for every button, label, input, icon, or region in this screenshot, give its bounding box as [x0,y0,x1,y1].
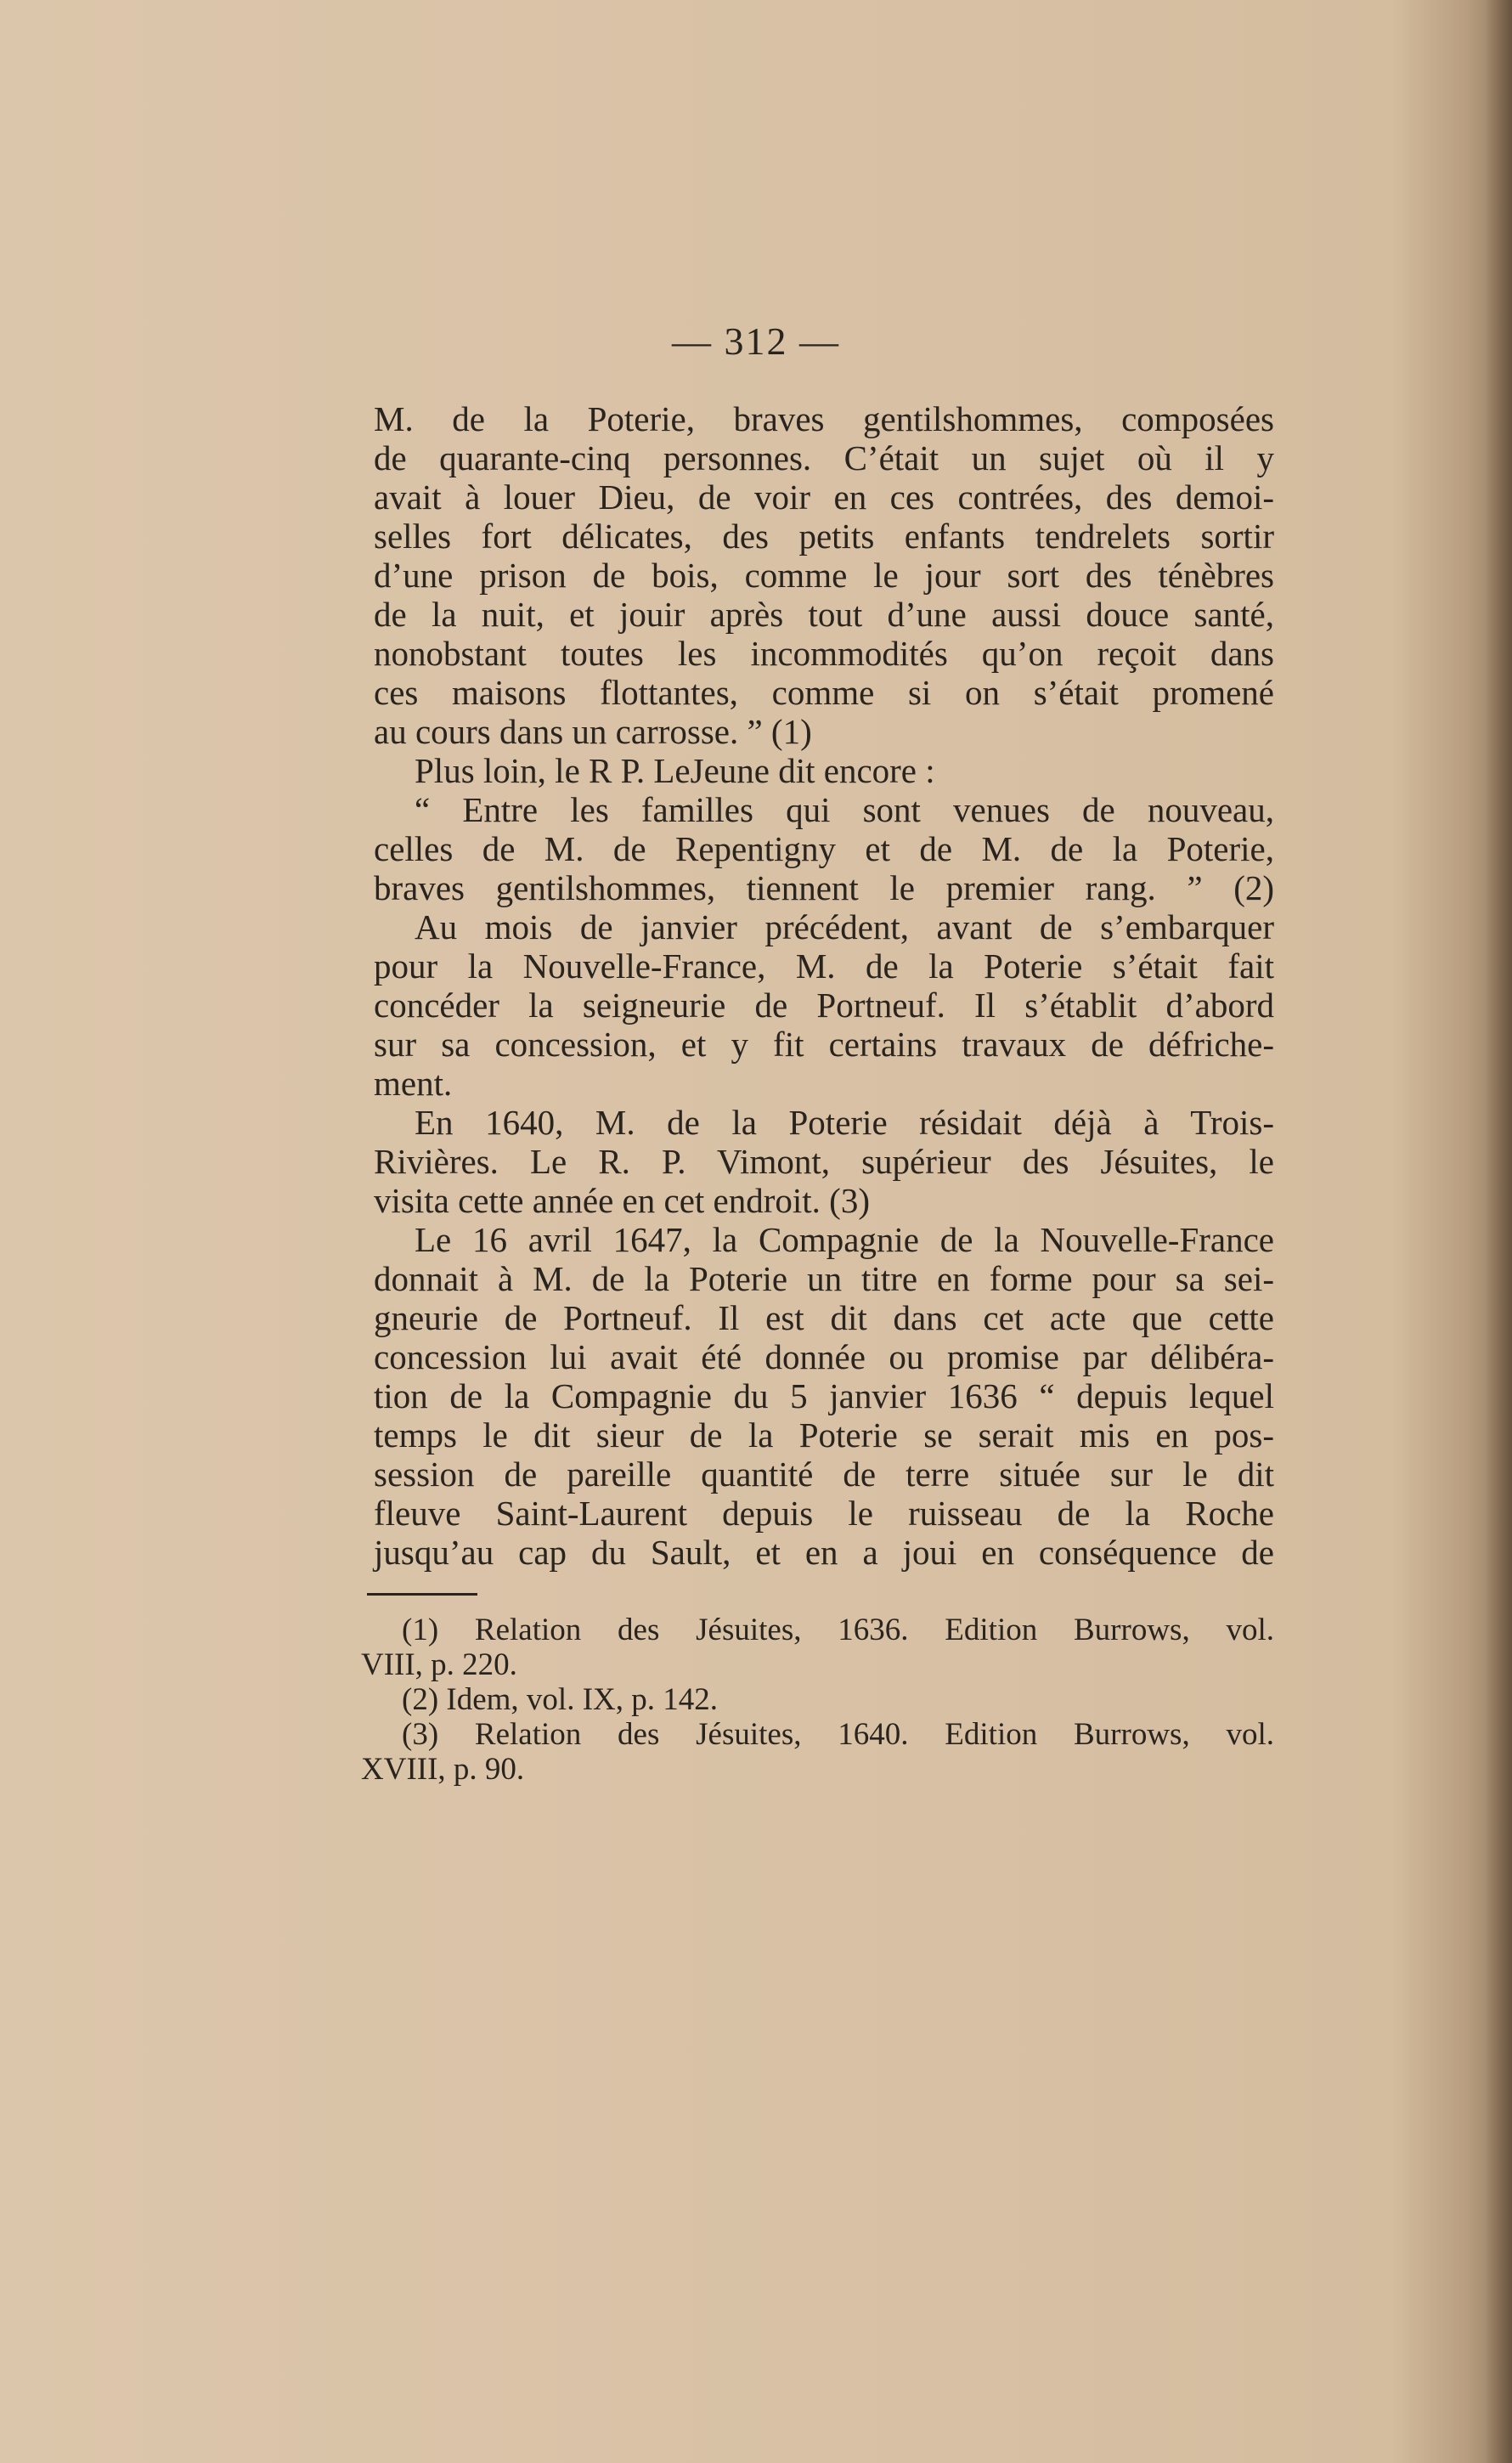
text-line: selles fort délicates, des petits enfants tendrelets sortir [374,517,1274,556]
text-line: ment. [374,1064,453,1103]
text-line: jusqu’au cap du Sault, et en a joui en conséquence de [374,1533,1274,1572]
footnote-line: (3) Relation des Jésuites, 1640. Edition Burrows, vol. [402,1717,1274,1752]
page-binding-shadow [1485,0,1512,2463]
text-line: de quarante-cinq personnes. C’était un sujet où il y [374,438,1274,477]
text-line: nonobstant toutes les incommodités qu’on reçoit dans [374,634,1274,673]
text-line: concéder la seigneurie de Portneuf. Il s’établit d’abord [374,986,1274,1025]
page-number: — 312 — [672,319,840,363]
text-line: donnait à M. de la Poterie un titre en forme pour sa sei- [374,1259,1274,1298]
text-line: sur sa concession, et y fit certains travaux de défriche- [374,1025,1274,1064]
text-line: pour la Nouvelle-France, M. de la Poterie s’était fait [374,946,1274,986]
text-line: braves gentilshommes, tiennent le premier rang. ” (2) [374,868,1274,907]
footnotes [361,1613,1274,1787]
text-line: temps le dit sieur de la Poterie se serait mis en pos- [374,1415,1274,1455]
text-line: “ Entre les familles qui sont venues de nouveau, [415,790,1274,829]
text-line: tion de la Compagnie du 5 janvier 1636 “ depuis lequel [374,1376,1274,1415]
text-line: visita cette année en cet endroit. (3) [374,1181,870,1220]
text-line: Le 16 avril 1647, la Compagnie de la Nouvelle-France [415,1220,1274,1259]
text-line: fleuve Saint-Laurent depuis le ruisseau de la Roche [374,1494,1274,1533]
text-line: gneurie de Portneuf. Il est dit dans cet acte que cette [374,1298,1274,1337]
text-line: Rivières. Le R. P. Vimont, supérieur des Jésuites, le [374,1142,1274,1181]
text-line: ces maisons flottantes, comme si on s’était promené [374,673,1274,712]
main-text [374,399,1274,1572]
text-line: d’une prison de bois, comme le jour sort des ténèbres [374,556,1274,595]
text-line: M. de la Poterie, braves gentilshommes, composées [374,399,1274,438]
footnote-line: VIII, p. 220. [361,1647,517,1682]
text-line: Au mois de janvier précédent, avant de s’embarquer [415,907,1274,946]
text-line: avait à louer Dieu, de voir en ces contrées, des demoi- [374,477,1274,517]
text-line: En 1640, M. de la Poterie résidait déjà à Trois- [415,1103,1274,1142]
footnote-line: XVIII, p. 90. [361,1752,525,1787]
text-line: celles de M. de Repentigny et de M. de la Poterie, [374,829,1274,868]
footnote-line: (1) Relation des Jésuites, 1636. Edition Burrows, vol. [402,1613,1274,1647]
footnote-line: (2) Idem, vol. IX, p. 142. [402,1682,718,1717]
text-line: Plus loin, le R P. LeJeune dit encore : [415,751,935,790]
text-line: de la nuit, et jouir après tout d’une aussi douce santé, [374,595,1274,634]
text-line: session de pareille quantité de terre située sur le dit [374,1455,1274,1494]
footnote-separator [367,1593,477,1596]
text-line: concession lui avait été donnée ou promise par délibéra- [374,1337,1274,1376]
text-line: au cours dans un carrosse. ” (1) [374,712,812,751]
